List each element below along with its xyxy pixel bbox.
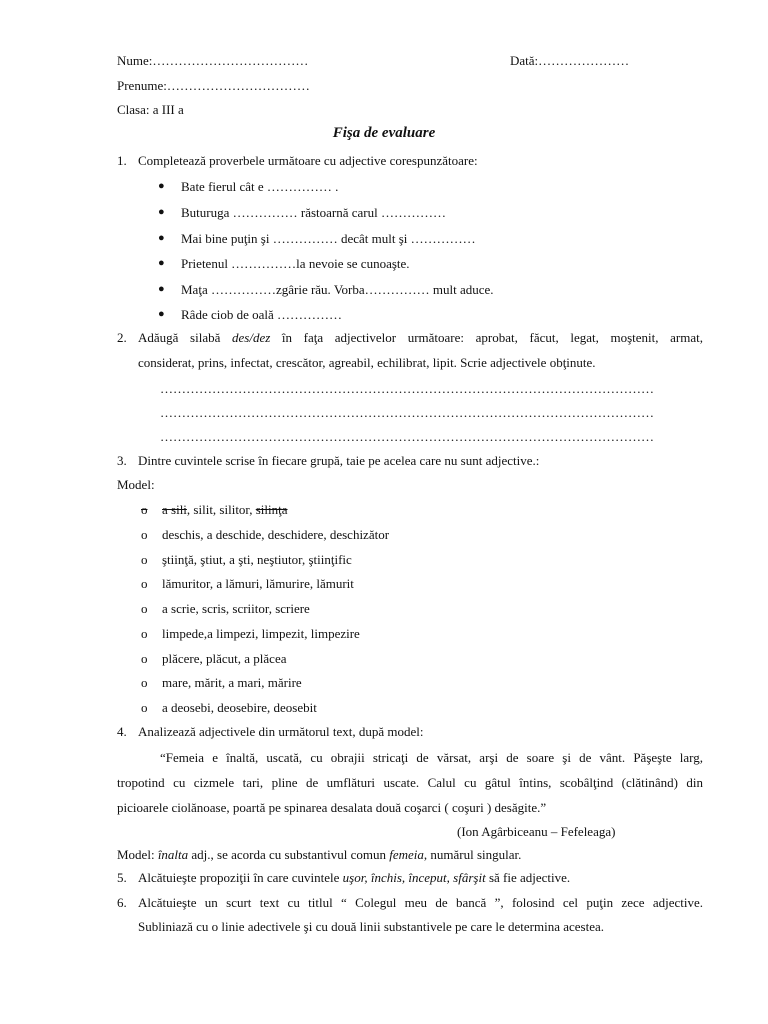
circle-bullet-icon: o [141,651,148,666]
model-label: Model: [117,847,158,862]
task5-number: 5. [117,870,127,885]
answer-line: …………………………………………………………………………………………………… [160,405,654,420]
bullet-icon: ● [158,308,165,320]
circle-bullet-icon: o [141,626,148,641]
page-title: Fişa de evaluare [332,125,436,141]
task1-number: 1. [117,153,127,168]
task2-number: 2. [117,330,127,345]
circle-bullet-icon: o [141,527,148,542]
proverb-item: Bate fierul cât e …………… . [181,179,339,194]
struck-word: silinţa [255,502,288,517]
task5-text-a: Alcătuieşte propoziţii în care cuvintele [138,870,343,885]
task5-instruction [138,870,570,886]
model-text-end: , numărul singular. [423,847,522,862]
struck-word: a sili [162,502,187,517]
proverb-item: Maţa ……………zgârie rău. Vorba…………… mult aduce. [181,282,494,297]
bullet-icon: ● [158,206,165,218]
circle-bullet-icon: o [141,601,148,616]
word-group: a scrie, scris, scriitor, scriere [162,601,310,616]
task6-number: 6. [117,895,127,910]
proverb-item: Prietenul ……………la nevoie se cunoaşte. [181,256,410,271]
bullet-icon: ● [158,232,165,244]
word-group: mare, mărit, a mari, mărire [162,675,302,690]
quote-line: “Femeia e înaltă, uscată, cu obrajii stricaţi de vărsat, arşi de soare şi de vânt. Păşeşte larg, [160,750,703,765]
model-text: adj., se acorda cu substantivul comun [188,847,390,862]
task5-text-b: să fie adjective. [485,870,571,885]
task2-syllables: des/dez [232,330,271,345]
kept-words: , silit, silitor, [186,502,256,517]
proverb-item: Buturuga …………… răstoarnă carul …………… [181,205,447,220]
task2-text-b: în faţa adjectivelor următoare: aprobat, făcut, legat, moştenit, armat, [270,330,703,345]
task3-number: 3. [117,453,127,468]
circle-bullet-icon: o [141,502,148,517]
circle-bullet-icon: o [141,552,148,567]
model-adjective: înalta [157,847,189,862]
task3-model-example [162,502,288,518]
model-noun: femeia [389,847,424,862]
task2-instruction-line2: considerat, prins, infectat, crescător, agreabil, echilibrat, lipit. Scrie adjectivele obţinute. [138,355,596,370]
quote-source: (Ion Agârbiceanu – Fefeleaga) [457,824,616,839]
circle-bullet-icon: o [141,700,148,715]
answer-line: …………………………………………………………………………………………………… [160,429,654,444]
firstname-field: Prenume:…………………………… [117,78,310,93]
word-group: ştiinţă, ştiut, a şti, neştiutor, ştiinţific [162,552,352,567]
class-field: Clasa: a III a [117,102,184,117]
task3-model-label: Model: [117,477,155,492]
task2-instruction-line1 [138,330,703,346]
proverb-item: Mai bine puţin şi …………… decât mult şi …………… [181,231,476,246]
task5-words: uşor, închis, început, sfârşit [342,870,486,885]
bullet-icon: ● [158,180,165,192]
task6-instruction-line2: Subliniază cu o linie adectivele şi cu două linii substantivele pe care le determina acestea. [138,919,605,934]
bullet-icon: ● [158,257,165,269]
date-field: Dată:………………… [510,53,630,68]
word-group: deschis, a deschide, deschidere, deschizător [162,527,390,542]
task1-instruction: Completează proverbele următoare cu adjective corespunzătoare: [138,153,478,168]
circle-bullet-icon: o [141,576,148,591]
task4-model [117,847,521,863]
quote-line: picioarele ciolănoase, poartă pe spinarea desalata două coşarci ( coşuri ) desăgite.” [117,800,547,815]
word-group: a deosebi, deosebire, deosebit [162,700,317,715]
quote-line: tropotind cu cizmele tari, pline de umflături uscate. Calul cu gâtul întins, scobâlţind (clătinând) din [117,775,703,790]
task3-instruction: Dintre cuvintele scrise în fiecare grupă, taie pe acelea care nu sunt adjective.: [138,453,540,468]
task6-instruction-line1: Alcătuieşte un scurt text cu titlul “ Colegul meu de bancă ”, folosind cel puţin zece adjective. [138,895,703,910]
name-field: Nume:……………………………… [117,53,309,68]
task4-instruction: Analizează adjectivele din următorul text, după model: [138,724,424,739]
task4-number: 4. [117,724,127,739]
circle-bullet-icon: o [141,675,148,690]
task2-text-a: Adăugă silabă [138,330,232,345]
answer-line: …………………………………………………………………………………………………… [160,381,654,396]
bullet-icon: ● [158,283,165,295]
word-group: lămuritor, a lămuri, lămurire, lămurit [162,576,354,591]
word-group: limpede,a limpezi, limpezit, limpezire [162,626,360,641]
proverb-item: Râde ciob de oală …………… [181,307,343,322]
word-group: plăcere, plăcut, a plăcea [162,651,287,666]
